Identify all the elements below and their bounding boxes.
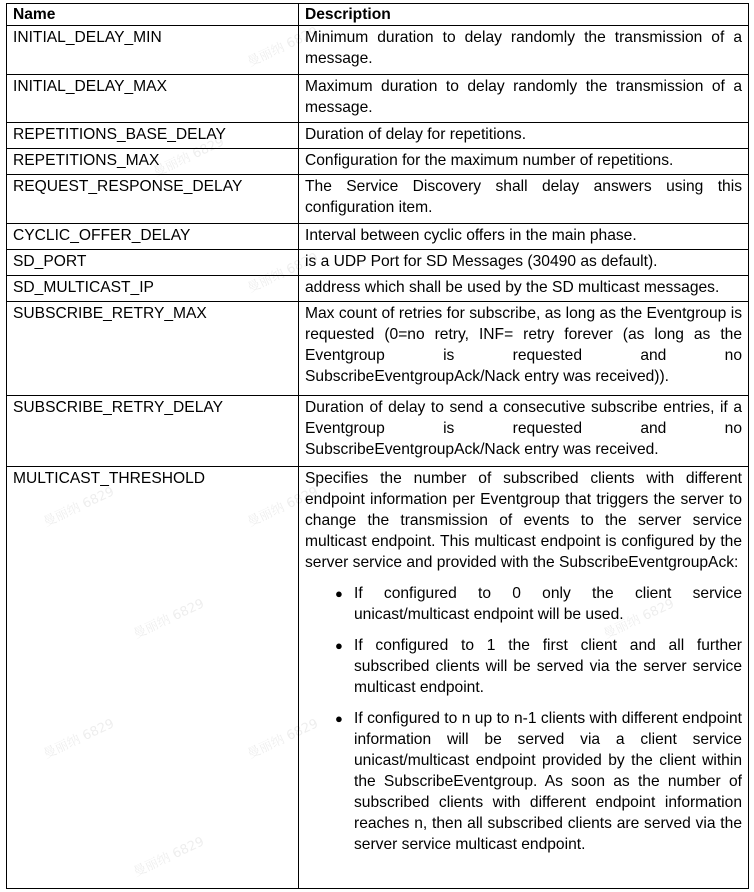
param-description: Specifies the number of subscribed clients with different endpoint information per Eventgroup that triggers the server to change the transmission of events to the server service multicast endpoint. This multicast endpoint is configured by the server service and provided with the SubscribeEventgroupAck: xyxy=(305,470,742,572)
param-description: Configuration for the maximum number of repetitions. xyxy=(299,149,749,175)
watermark: 曼丽纳 6829 xyxy=(245,716,321,763)
param-name: SUBSCRIBE_RETRY_MAX xyxy=(7,301,299,395)
bullet-icon: ● xyxy=(335,586,343,602)
list-item-text: If configured to n up to n-1 clients with different endpoint information will be served via a client service unicast/multicast endpoint provided by the client within the SubscribeEventgroup. As soon as the number of subscribed clients with different endpoint information reaches n, then all subscribed clients are served via the server service multicast endpoint. xyxy=(354,710,742,854)
table-row xyxy=(7,223,749,249)
watermark: 曼丽纳 6829 xyxy=(245,250,321,297)
list-item xyxy=(335,635,742,698)
table-row xyxy=(7,467,749,889)
watermark: 曼丽纳 6829 xyxy=(41,716,117,763)
table-row xyxy=(7,74,749,123)
table-row xyxy=(7,249,749,275)
bullet-icon: ● xyxy=(335,638,343,654)
param-description: Max count of retries for subscribe, as long as the Eventgroup is requested (0=no retry, INF= retry forever (as long as the Eventgroup is requested and no SubscribeEventgroupAck/Nack entry was received)). xyxy=(299,301,749,395)
param-name: REPETITIONS_BASE_DELAY xyxy=(7,123,299,149)
table-row xyxy=(7,26,749,75)
watermark: 曼丽纳 6829 xyxy=(245,484,321,531)
watermark: 曼丽纳 6829 xyxy=(245,24,321,71)
param-name: CYCLIC_OFFER_DELAY xyxy=(7,223,299,249)
list-item xyxy=(335,708,742,855)
config-table xyxy=(6,3,749,889)
param-description: Duration of delay for repetitions. xyxy=(299,123,749,149)
header-name: Name xyxy=(7,4,299,26)
param-name: REQUEST_RESPONSE_DELAY xyxy=(7,175,299,224)
table-row xyxy=(7,275,749,301)
list-item xyxy=(335,583,742,625)
header-description: Description xyxy=(299,4,749,26)
watermark: 曼丽纳 6829 xyxy=(151,134,227,181)
table-row xyxy=(7,301,749,395)
watermark: 曼丽纳 6829 xyxy=(131,596,207,643)
table-row xyxy=(7,123,749,149)
table-row xyxy=(7,175,749,224)
param-description: The Service Discovery shall delay answers using this configuration item. xyxy=(299,175,749,224)
table-row xyxy=(7,395,749,466)
param-description-cell xyxy=(299,467,749,889)
param-description: Interval between cyclic offers in the main phase. xyxy=(299,223,749,249)
table-header-row xyxy=(7,4,749,26)
param-name: INITIAL_DELAY_MIN xyxy=(7,26,299,75)
list-item-text: If configured to 0 only the client service unicast/multicast endpoint will be used. xyxy=(354,585,742,624)
bullet-icon: ● xyxy=(335,711,343,727)
param-description: Minimum duration to delay randomly the transmission of a message. xyxy=(299,26,749,75)
threshold-bullet-list xyxy=(305,583,742,855)
param-name: MULTICAST_THRESHOLD xyxy=(7,467,299,889)
watermark: 曼丽纳 6829 xyxy=(131,834,207,881)
list-item-text: If configured to 1 the first client and all further subscribed clients will be served via the server service multicast endpoint. xyxy=(354,637,742,697)
param-description: is a UDP Port for SD Messages (30490 as default). xyxy=(299,249,749,275)
watermark: 曼丽纳 6829 xyxy=(601,596,677,643)
param-name: SD_PORT xyxy=(7,249,299,275)
watermark: 曼丽纳 6829 xyxy=(41,484,117,531)
param-description: Duration of delay to send a consecutive subscribe entries, if a Eventgroup is requested and no SubscribeEventgroupAck/Nack entry was received. xyxy=(299,395,749,466)
param-name: SD_MULTICAST_IP xyxy=(7,275,299,301)
param-name: INITIAL_DELAY_MAX xyxy=(7,74,299,123)
param-name: SUBSCRIBE_RETRY_DELAY xyxy=(7,395,299,466)
table-row xyxy=(7,149,749,175)
param-name: REPETITIONS_MAX xyxy=(7,149,299,175)
param-description: address which shall be used by the SD multicast messages. xyxy=(299,275,749,301)
param-description: Maximum duration to delay randomly the transmission of a message. xyxy=(299,74,749,123)
